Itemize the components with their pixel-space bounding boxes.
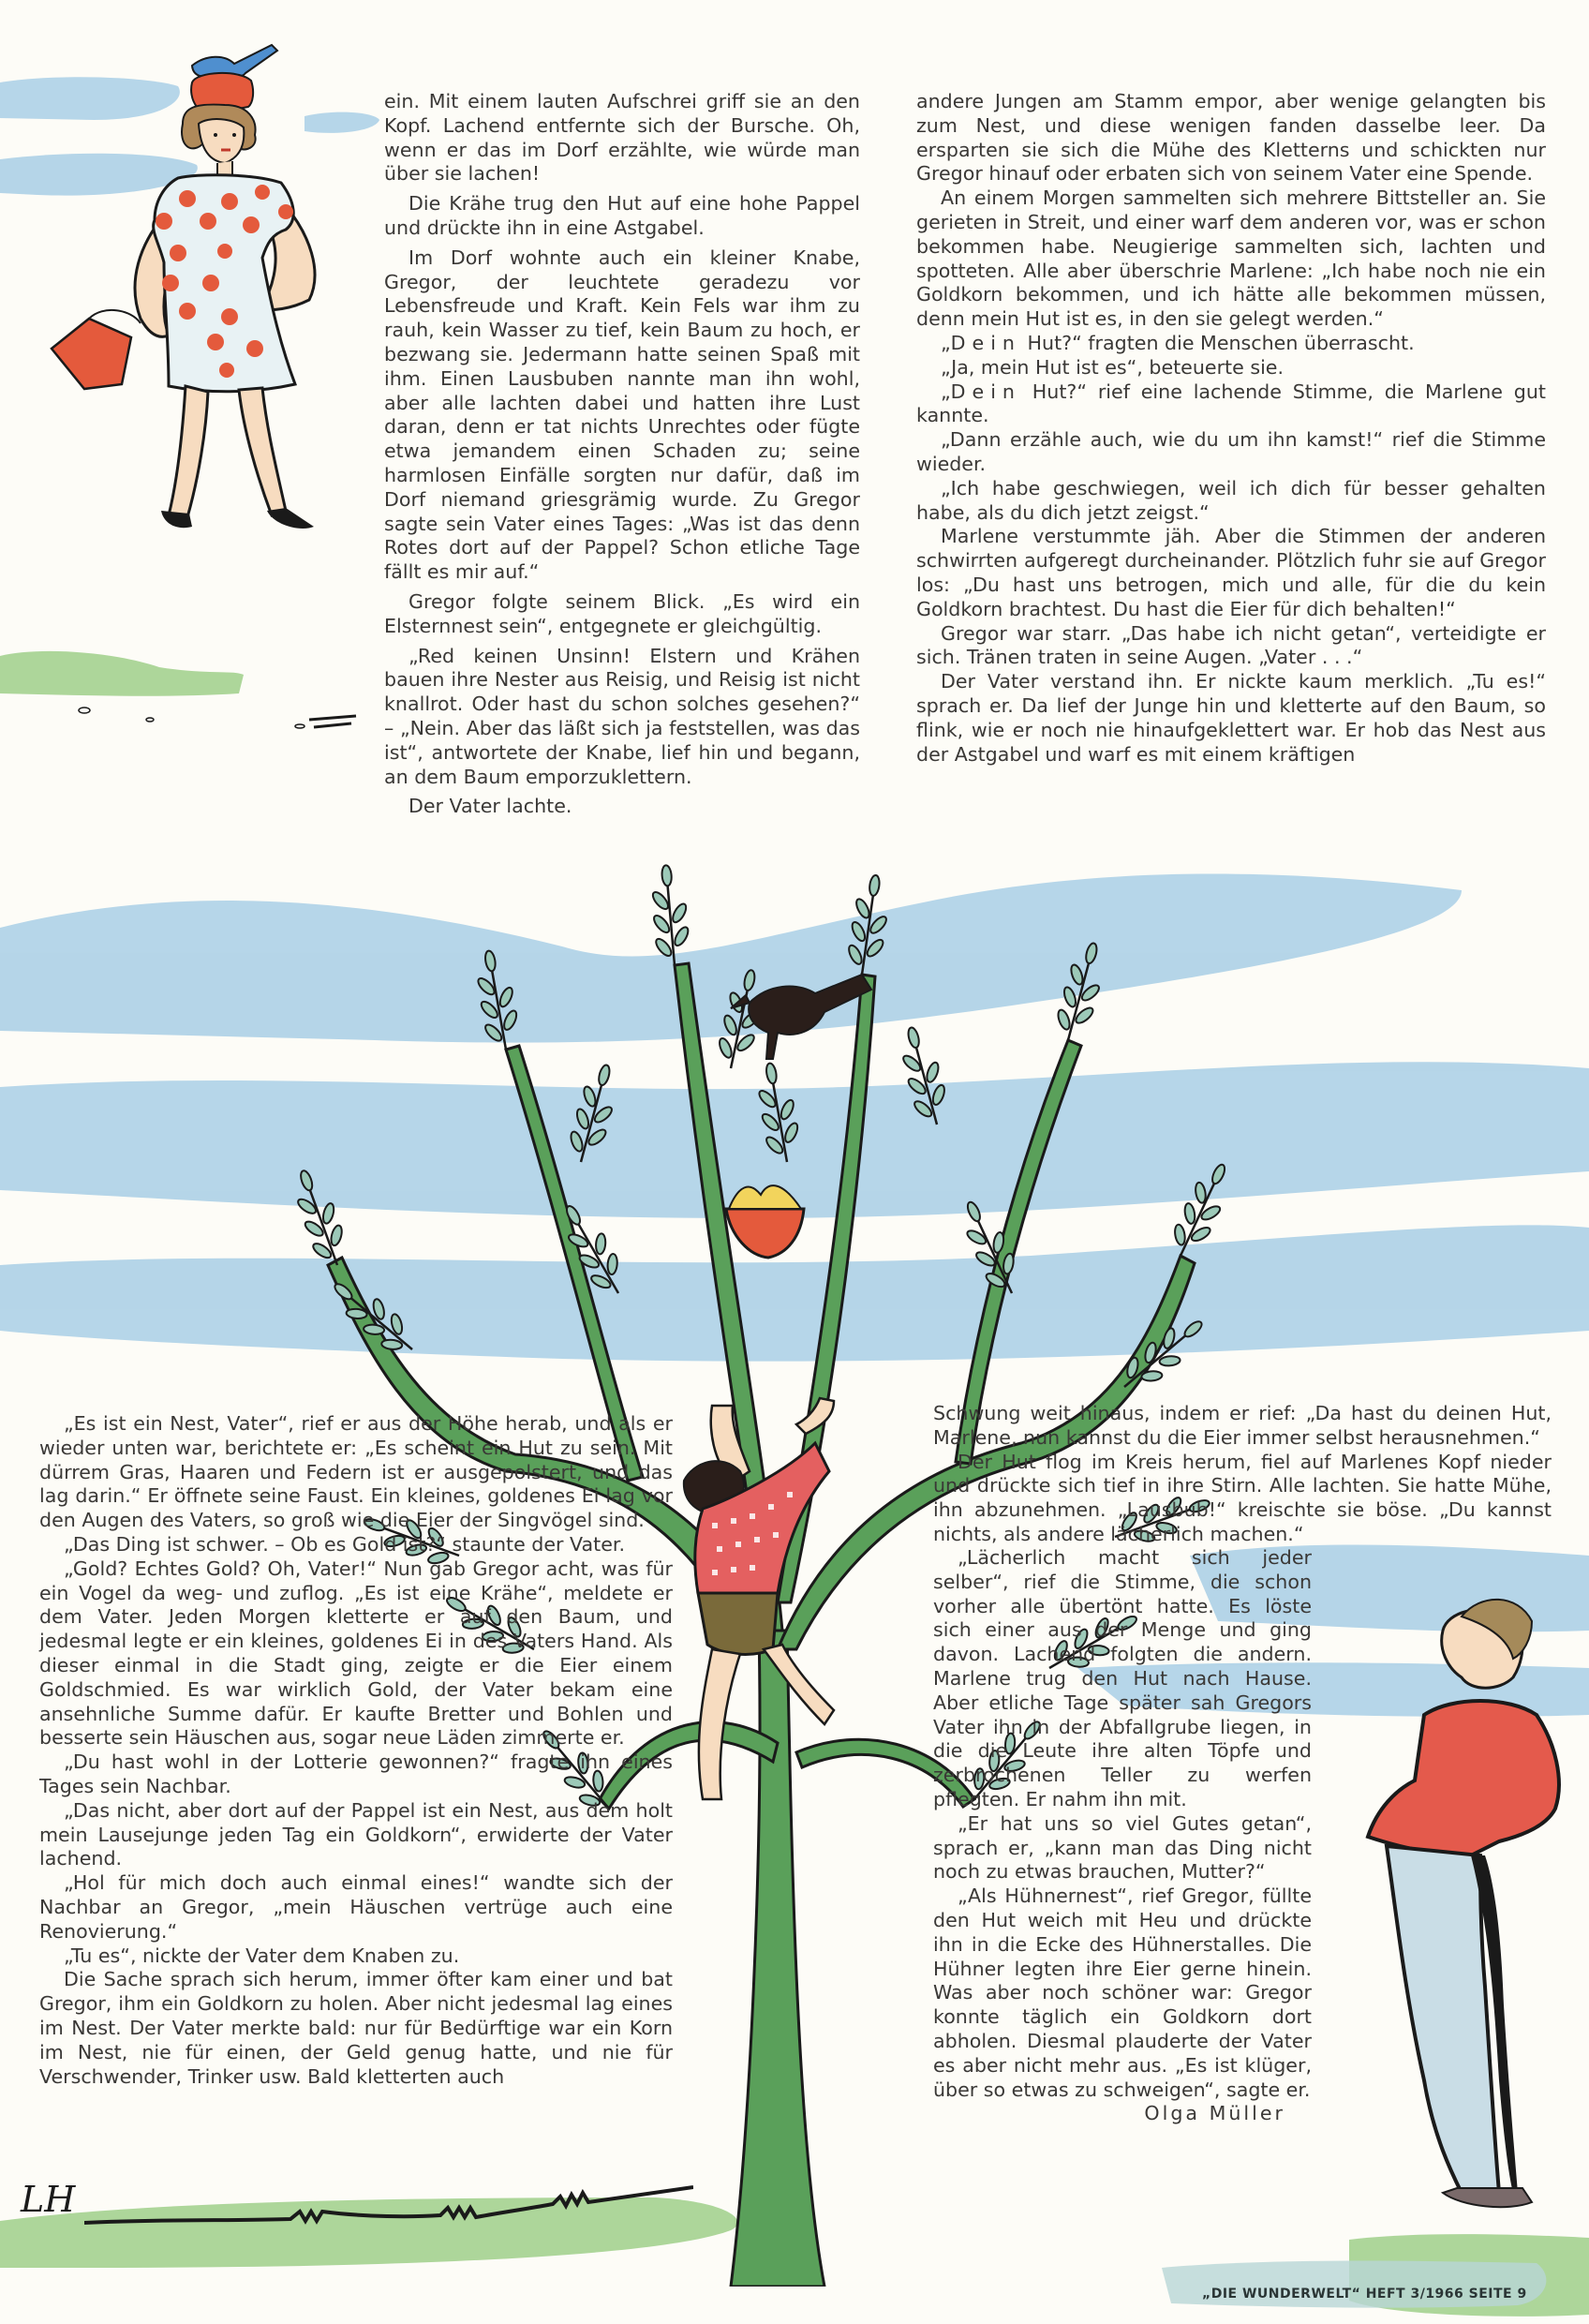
signature-text: LH: [21, 2179, 76, 2220]
paragraph: ein. Mit einem lauten Aufschrei griff sie an den Kopf. Lachend entfernte sich der Bursche. Oh, wenn er das im Dorf erzählte, wie würde man über sie lachen!: [384, 90, 860, 186]
paragraph: „Tu es“, nickte der Vater dem Knaben zu.: [64, 1944, 460, 1967]
paragraph: Schwung weit hinaus, indem er rief: „Da hast du deinen Hut, Marlene, nun kannst du die Eier immer selbst herausnehmen.“: [933, 1402, 1552, 1449]
paragraph: [916, 332, 1546, 356]
paragraph: „Dann erzähle auch, wie du um ihn kamst!“ rief die Stimme wieder.: [916, 428, 1546, 475]
paragraph: „Ja, mein Hut ist es“, beteuerte sie.: [941, 355, 1285, 379]
spaced-word: Dein: [950, 331, 1021, 354]
text-fragment: Hut?“ fragten die Menschen überrascht.: [1020, 331, 1415, 354]
paragraph: Im Dorf wohnte auch ein kleiner Knabe, Gregor, der leuchtete geradezu vor Lebensfreude und Kraft. Kein Fels war ihm zu rauh, kein Wasser zu tief, kein Baum zu hoch, er bezwang sie. Jedermann hatte seinen Spaß mit ihm. Einen Lausbuben nannte man ihn wohl, aber alle lachten dabei und hatten ihre Lust daran, denn er tat nichts Unrechtes oder fügte etwa jemandem einen Schaden zu; seine harmlosen Einfälle sorgten nur dafür, daß im Dorf niemand griesgrämig wurde. Zu Gregor sagte sein Vater eines Tages: „Was ist das denn Rotes dort auf der Pappel? Schon etliche Tage fällt es mir auf.“: [384, 246, 860, 584]
paragraph: Der Vater lachte.: [408, 795, 572, 818]
bird-icon: [192, 45, 277, 78]
paragraph: Marlene verstummte jäh. Aber die Stimmen der anderen schwirrten aufgeregt durcheinander. Plötzlich fuhr sie auf Gregor los: „Du hast uns betrogen, mich und alle, für die du kein Goldkorn brachtest. Du hast die Eier für dich behalten!“: [916, 525, 1546, 620]
tree-branch: [956, 1040, 1081, 1464]
quote-mark: „: [941, 380, 951, 403]
paragraph: „Red keinen Unsinn! Elstern und Krähen bauen ihre Nester aus Reisig, und Reisig ist nicht knallrot. Oder hast du schon solches gesehen?“ – „Nein. Aber das läßt sich ja feststellen, was das ist“, antwortete der Knabe, lief hin und begann, an dem Baum emporzuklettern.: [384, 644, 860, 788]
paragraph: [916, 380, 1546, 429]
story-column-2: [916, 90, 1546, 767]
paragraph: „Er hat uns so viel Gutes getan“, sprach er, „kann man das Ding nicht noch zu etwas brauchen, Mutter?“: [933, 1811, 1312, 1884]
illustrator-signature: [21, 2179, 75, 2220]
paragraph: Die Krähe trug den Hut auf eine hohe Pappel und drückte ihn in eine Astgabel.: [384, 192, 860, 239]
paragraph: „Lächerlich macht sich jeder selber“, rief die Stimme, die schon vorher alle übertönt hatte. Es löste sich einer aus der Menge und ging davon. Lachend folgten die andern. Marlene trug den Hut nach Hause. Aber etliche Tage später sah Gregors Vater ihn in der Abfallgrube liegen, in die die Leute ihre alten Töpfe und zerbrochenen Teller zu werfen pflegten. Er nahm ihn mit.: [933, 1546, 1312, 1810]
paragraph: „Es ist ein Nest, Vater“, rief er aus der Höhe herab, und als er wieder unten war, berichtete er: „Es scheint ein Hut zu sein. Mit dürrem Gras, Haaren und Federn ist er ausgepolstert, und das lag darin.“ Er öffnete seine Faust. Ein kleines, goldenes Ei lag vor den Augen des Vaters, so groß wie die Eier der Singvögel sind.: [39, 1412, 673, 1532]
paragraph: andere Jungen am Stamm empor, aber wenige gelangten bis zum Nest, und diese wenigen fanden dasselbe leer. Da ersparten sie sich die Mühe des Kletterns und schickten nur Gregor hinauf oder erbaten sich von seinem Vater eine Spende.: [916, 90, 1546, 186]
paragraph: Der Vater verstand ihn. Er nickte kaum merklich. „Tu es!“ sprach er. Da lief der Junge hin und kletterte auf den Baum, so flink, wie er noch nie hinaufgeklettert war. Er hob das Nest aus der Astgabel und warf es mit einem kräftigen: [916, 670, 1546, 766]
story-column-1: [384, 90, 860, 819]
paragraph: Die Sache sprach sich herum, immer öfter kam einer und bat Gregor, ihm ein Goldkorn zu holen. Aber nicht jedesmal lag eines im Nest. Der Vater merkte bald: nur für Bedürftige war ein Korn im Nest, nie für einen, der Geld genug hatte, und nie für Verschwender, Trinker usw. Bald kletterten auch: [39, 1968, 673, 2088]
red-handbag: [52, 319, 131, 389]
story-column-4: [933, 1402, 1552, 1547]
signature-grass-line: [84, 2183, 693, 2240]
story-column-5: [933, 1546, 1312, 2126]
text-fragment: Hut?“ rief eine lachende Stimme, die Marlene gut kannte.: [916, 380, 1546, 427]
author-name: Olga Müller: [1144, 2102, 1285, 2125]
quote-mark: „: [941, 331, 951, 354]
woman-illustration: [0, 37, 375, 750]
paragraph: „Hol für mich doch auch einmal eines!“ wandte sich der Nachbar an Gregor, „mein Häuschen vertrüge auch eine Renovierung.“: [39, 1871, 673, 1943]
paragraph: Gregor folgte seinem Blick. „Es wird ein Elsternnest sein“, entgegnete er gleichgültig.: [384, 589, 860, 637]
paragraph: „Du hast wohl in der Lotterie gewonnen?“ fragte ihn eines Tages sein Nachbar.: [39, 1750, 673, 1797]
paragraph: Der Hut flog im Kreis herum, fiel auf Marlenes Kopf nieder und drückte sich tief in ihre Stirn. Alle lachten. Sie hatte Mühe, ihn abzunehmen. „Lausbub!“ kreischte sie böse. „Du kannst nichts, als andere lächerlich machen.“: [933, 1450, 1552, 1545]
paragraph: „Das nicht, aber dort auf der Pappel ist ein Nest, aus dem holt mein Lausejunge jeden Tag ein Goldkorn“, erwiderte der Vater lachend.: [39, 1798, 673, 1870]
paragraph: „Als Hühnernest“, rief Gregor, füllte den Hut weich mit Heu und drückte ihn in die Ecke des Hühnerstalles. Die Hühner legten ihre Eier gerne hinein. Was aber noch schöner war: Gregor konnte täglich ein Goldkorn dort abholen. Diesmal plauderte der Vater es aber nicht mehr aus. „Es ist klüger, über so etwas zu schweigen“, sagte er.: [933, 1885, 1312, 2101]
paragraph: „Gold? Echtes Gold? Oh, Vater!“ Nun gab Gregor acht, was für ein Vogel da weg- und zuflog. „Es ist eine Krähe“, meldete er dem Vater. Jeden Morgen kletterte er auf den Baum, und jedesmal legte er ein kleines, goldenes Ei in des Vaters Hand. Als dieser einmal in die Stadt ging, zeigte er die Eier einem Goldschmied. Es war wirklich Gold, der Vater bekam eine ansehnliche Summe dafür. Er kaufte Bretter und Bohlen und besserte sein Häuschen aus, sogar neue Läden zimmerte er.: [39, 1557, 673, 1750]
paragraph: „Das Ding ist schwer. – Ob es Gold ist?“ staunte der Vater.: [64, 1532, 626, 1556]
page-footer: „DIE WUNDERWELT“ HEFT 3/1966 SEITE 9: [1202, 2287, 1527, 2302]
paragraph: An einem Morgen sammelten sich mehrere Bittsteller an. Sie gerieten in Streit, und einer warf dem anderen vor, was er schon bekommen habe. Neugierige sammelten sich, lachten und spotteten. Alle aber überschrie Marlene: „Ich habe noch nie ein Goldkorn bekommen, und ich hätte alle bekommen müssen, denn mein Hut ist es, in den sie gelegt werden.“: [916, 186, 1546, 331]
paragraph: Gregor war starr. „Das habe ich nicht getan“, verteidigte er sich. Tränen traten in seine Augen. „Vater . . .“: [916, 621, 1546, 669]
onlooker-boy-illustration: [1330, 1574, 1583, 2249]
paragraph: „Ich habe geschwiegen, weil ich dich für besser gehalten habe, als du dich jetzt zeigst.“: [916, 476, 1546, 524]
spaced-word: Dein: [950, 380, 1021, 403]
hat-nest: [726, 1209, 804, 1258]
red-jacket: [1368, 1701, 1559, 1855]
story-column-3: [39, 1412, 673, 2089]
